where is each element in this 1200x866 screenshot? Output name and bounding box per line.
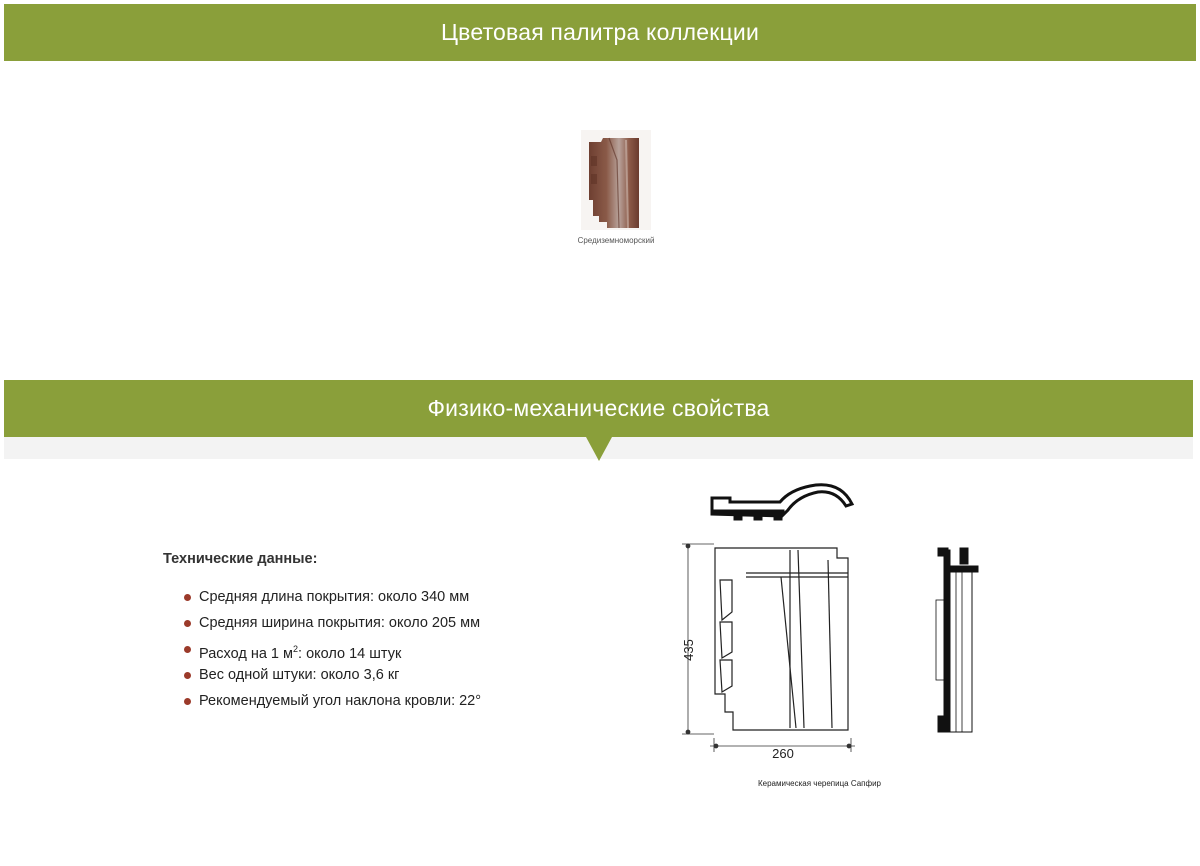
- list-item: [163, 665, 583, 691]
- section-pointer-arrow: [586, 437, 612, 461]
- technical-data-block: [163, 551, 583, 717]
- list-item: [163, 613, 583, 639]
- width-dimension-label: 260: [772, 746, 794, 761]
- dimension-lines: [682, 544, 855, 752]
- list-item-text: Расход на 1 м: [199, 645, 293, 662]
- superscript: 2: [293, 644, 299, 654]
- color-swatch[interactable]: [555, 130, 677, 245]
- list-item: [163, 587, 583, 613]
- tile-technical-drawing: [670, 480, 990, 770]
- height-dimension-label: 435: [681, 639, 696, 661]
- drawing-caption: Керамическая черепица Сапфир: [758, 779, 881, 788]
- swatch-caption: Средиземноморский: [577, 236, 655, 245]
- list-item-text: Средняя длина покрытия: около 340 мм: [199, 589, 470, 605]
- list-item: [163, 691, 583, 717]
- tile-profile-view: [712, 485, 852, 520]
- properties-section-title: Физико-механические свойства: [427, 395, 770, 421]
- properties-section-header: [4, 380, 1193, 437]
- list-item-text: Вес одной штуки: около 3,6 кг: [199, 667, 400, 683]
- tile-side-view: [936, 548, 978, 732]
- list-item-text: Средняя ширина покрытия: около 205 мм: [199, 615, 481, 631]
- technical-data-list: [163, 587, 583, 717]
- list-item-text: Рекомендуемый угол наклона кровли: 22°: [199, 693, 482, 709]
- technical-data-title: Технические данные:: [163, 551, 318, 567]
- list-item: [163, 639, 583, 665]
- tile-front-view: [715, 548, 848, 730]
- palette-section-header: [4, 4, 1196, 61]
- tile-swatch-image: [581, 130, 651, 230]
- list-item-text: : около 14 штук: [298, 645, 402, 662]
- palette-section-title: Цветовая палитра коллекции: [440, 19, 760, 45]
